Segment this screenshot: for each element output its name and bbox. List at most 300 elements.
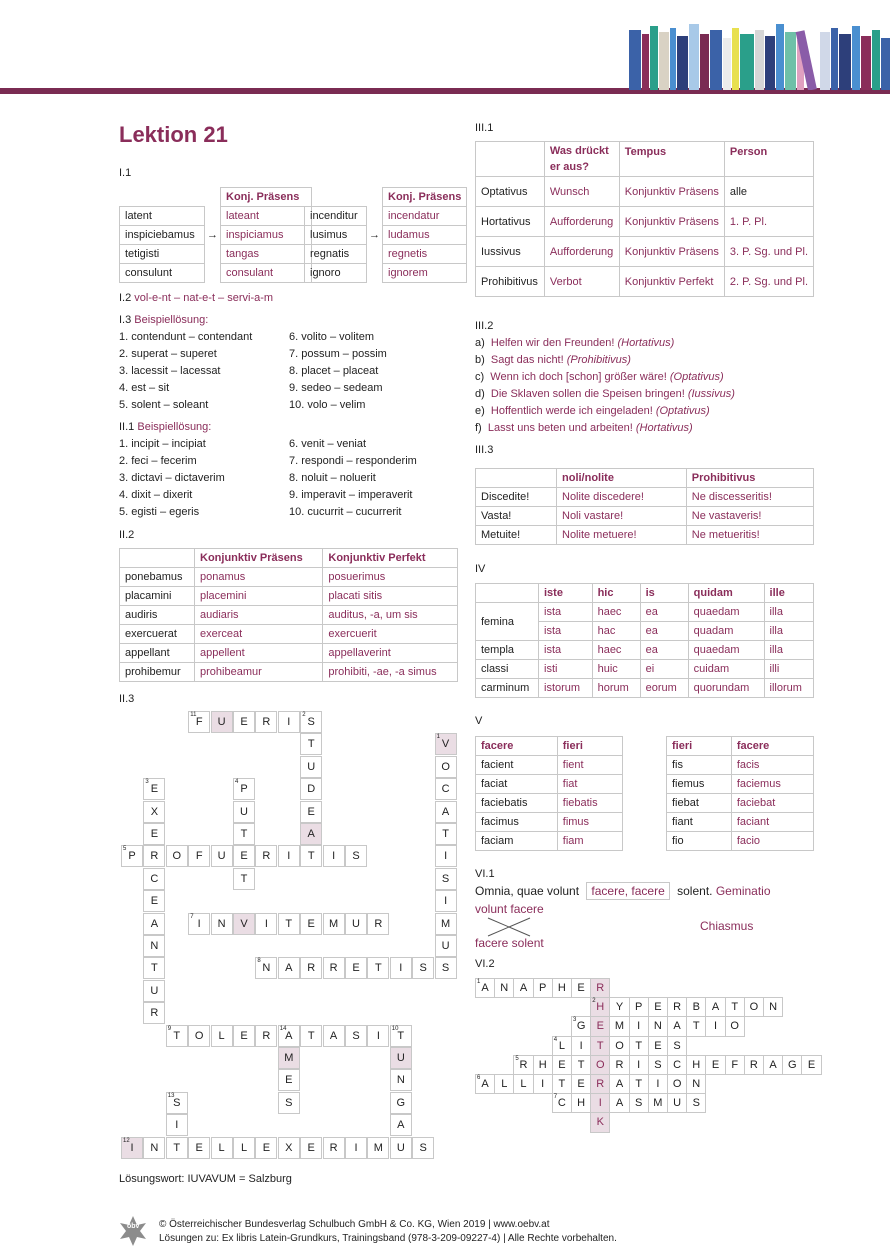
crossword-cell bbox=[233, 913, 255, 935]
crossword-cell bbox=[278, 845, 300, 867]
crossword-letter: R bbox=[262, 1029, 271, 1042]
vi2-letter: O bbox=[730, 1020, 739, 1033]
section-label-i1: I.1 bbox=[119, 167, 132, 179]
crossword-cell bbox=[233, 845, 255, 867]
vi2-cell bbox=[494, 1074, 514, 1094]
vi2-cell bbox=[571, 1093, 591, 1113]
vi2-letter: L bbox=[558, 1039, 565, 1052]
vi2-letter: R bbox=[596, 982, 605, 994]
section-i2: I.2 vol-e-nt – nat-e-t – servi-a-m bbox=[119, 292, 274, 304]
crossword-letter: T bbox=[307, 1029, 315, 1042]
crossword-letter: A bbox=[150, 917, 159, 930]
crossword-letter: R bbox=[262, 850, 271, 863]
crossword-letter: E bbox=[285, 1074, 293, 1087]
crossword-letter: S bbox=[441, 872, 450, 885]
crossword-clue-number: 10 bbox=[391, 1025, 399, 1032]
vi2-letter: R bbox=[519, 1058, 528, 1071]
vi2-letter: A bbox=[673, 1020, 681, 1033]
vi2-cell bbox=[590, 978, 610, 998]
crossword-cell bbox=[412, 957, 434, 979]
crossword-cell bbox=[300, 756, 322, 778]
crossword-letter: M bbox=[441, 917, 451, 930]
crossword-cell bbox=[255, 1137, 277, 1159]
crossword-cell bbox=[121, 1137, 143, 1159]
vi2-letter: H bbox=[557, 982, 566, 994]
crossword-letter: T bbox=[375, 962, 382, 975]
vi2-cell bbox=[686, 1055, 706, 1075]
vi2-letter: O bbox=[672, 1078, 682, 1090]
ii2-table: Konjunktiv Präsens Konjunktiv Perfekt ponebamus ponamus posuerimus placamini placemini placati sitis audiris audiaris auditus, -a, um sis exercuerat exerceat exercuerit appellant appellent appellaverint prohibemur prohibeamur prohibiti, -ae, -a simus bbox=[119, 548, 458, 682]
crossword-cell bbox=[390, 1114, 412, 1136]
crossword-cell bbox=[166, 1025, 188, 1047]
section-label-iii3: III.3 bbox=[475, 444, 494, 456]
crossword-letter: S bbox=[441, 962, 450, 975]
vi2-letter: P bbox=[539, 982, 547, 994]
vi2-cell bbox=[667, 1074, 687, 1094]
vi2-letter: N bbox=[769, 1001, 778, 1014]
crossword-letter: S bbox=[419, 1141, 427, 1154]
vi2-cell bbox=[590, 1093, 610, 1113]
vi2-cell bbox=[705, 997, 725, 1017]
vi2-cell bbox=[629, 997, 649, 1017]
crossword-cell bbox=[435, 868, 457, 890]
crossword-cell bbox=[390, 1025, 412, 1047]
crossword-clue-number: 7 bbox=[190, 913, 194, 920]
section-label-iii1: III.1 bbox=[475, 122, 494, 134]
crossword-letter: E bbox=[240, 1029, 248, 1042]
crossword-letter: E bbox=[150, 895, 159, 908]
crossword-letter: A bbox=[285, 962, 293, 975]
crossword-clue-number: 11 bbox=[190, 712, 197, 718]
crossword-cell bbox=[255, 845, 277, 867]
vi2-cell bbox=[609, 1016, 629, 1036]
vi2-letter: I bbox=[713, 1020, 718, 1033]
vi2-cell bbox=[571, 1055, 591, 1075]
vi2-cell bbox=[648, 997, 668, 1017]
vi2-letter: R bbox=[673, 1001, 682, 1014]
crossword-cell bbox=[166, 1092, 188, 1114]
vi2-cell bbox=[494, 978, 514, 998]
crossword-cell bbox=[211, 1137, 233, 1159]
crossword-cell bbox=[323, 957, 345, 979]
vi2-letter: A bbox=[615, 1078, 624, 1090]
vi2-letter: S bbox=[654, 1058, 662, 1071]
vi2-clue-number: 5 bbox=[515, 1055, 519, 1062]
vi2-letter: T bbox=[731, 1001, 739, 1014]
crossword-letter: R bbox=[329, 1141, 338, 1154]
ii1-col1: 1. incipit – incipiat 2. feci – fecerim 3. dictavi – dictaverim 4. dixit – dixerit 5. egisti – egeris bbox=[119, 438, 225, 518]
crossword-letter: E bbox=[307, 805, 315, 818]
iii2-list: a) Helfen wir den Freunden! (Hortativus) b) Sagt das nicht! (Prohibitivus) c) Wenn ich doch [schon] größer wäre! (Optativus) d) Die Sklaven sollen die Speisen bringen! (Iussivus) e) Hoffentlich werde ich eingeladen! (Optativus) f) Lasst uns beten und arbeiten! (Hortativus) bbox=[475, 337, 735, 434]
crossword-cell bbox=[300, 1137, 322, 1159]
crossword-letter: R bbox=[262, 716, 271, 728]
crossword-clue-number: 13 bbox=[167, 1092, 175, 1099]
section-label-ii2: II.2 bbox=[119, 529, 135, 541]
crossword-cell bbox=[300, 778, 322, 800]
vi2-letter: H bbox=[692, 1058, 701, 1071]
crossword-letter: N bbox=[150, 1141, 159, 1154]
crossword-letter: X bbox=[150, 805, 159, 818]
section-ii1: II.1 Beispiellösung: bbox=[119, 421, 212, 433]
vi2-cell bbox=[629, 1074, 649, 1094]
crossword-cell bbox=[233, 823, 255, 845]
crossword-letter: R bbox=[150, 850, 159, 863]
vi2-letter: G bbox=[788, 1058, 797, 1071]
vi2-cell bbox=[629, 1055, 649, 1075]
vi1-answer-box: facere, facere bbox=[586, 882, 669, 900]
crossword-cell bbox=[255, 913, 277, 935]
crossword-cell bbox=[390, 1092, 412, 1114]
vi2-cell bbox=[648, 1093, 668, 1113]
crossword-letter: T bbox=[442, 828, 449, 840]
vi2-letter: E bbox=[577, 982, 585, 994]
vi2-cell bbox=[513, 1055, 533, 1075]
vi2-cell bbox=[609, 1093, 629, 1113]
vi2-cell bbox=[744, 997, 764, 1017]
vi2-cell bbox=[648, 1016, 668, 1036]
page-title: Lektion 21 bbox=[119, 122, 228, 147]
crossword-letter: X bbox=[285, 1141, 293, 1154]
vi2-cell bbox=[513, 1074, 533, 1094]
crossword-letter: R bbox=[374, 917, 383, 930]
crossword-letter: R bbox=[150, 1007, 159, 1020]
vi2-cell bbox=[667, 997, 687, 1017]
v-right-table: fieri facere fis facis fiemus faciemus fiebat faciebat fiant faciant fio facio bbox=[666, 736, 814, 851]
vi2-cell bbox=[609, 1036, 629, 1056]
crossword-letter: U bbox=[352, 917, 360, 930]
crossword-cell bbox=[435, 733, 457, 755]
vi2-cell bbox=[725, 1016, 745, 1036]
vi2-cell bbox=[552, 1093, 572, 1113]
crossword-cell bbox=[300, 711, 322, 733]
crossword-letter: U bbox=[307, 760, 316, 773]
crossword-clue-number: 4 bbox=[235, 779, 239, 786]
crossword-cell bbox=[143, 845, 165, 867]
vi2-letter: I bbox=[637, 1020, 641, 1033]
crossword-cell bbox=[143, 1002, 165, 1024]
crossword-letter: T bbox=[240, 872, 248, 885]
section-label-iii2: III.2 bbox=[475, 320, 494, 332]
vi2-cell bbox=[782, 1055, 802, 1075]
crossword-cell bbox=[143, 801, 165, 823]
vi2-clue-number: 2 bbox=[592, 998, 596, 1005]
crossword-letter: C bbox=[150, 872, 159, 885]
vi2-letter: M bbox=[614, 1020, 625, 1033]
section-label-iv: IV bbox=[475, 563, 486, 575]
crossword-letter: T bbox=[240, 828, 248, 840]
crossword-letter: T bbox=[151, 962, 158, 975]
crossword-cell bbox=[233, 778, 255, 800]
vi2-cell bbox=[533, 1055, 553, 1075]
crossword-cell bbox=[143, 868, 165, 890]
crossword-letter: A bbox=[285, 1029, 293, 1042]
vi2-letter: R bbox=[749, 1058, 758, 1071]
vi2-letter: R bbox=[596, 1078, 605, 1090]
crossword-cell bbox=[143, 935, 165, 957]
vi2-cell bbox=[552, 978, 572, 998]
vi2-cell bbox=[648, 1074, 668, 1094]
crossword-cell bbox=[300, 845, 322, 867]
section-label-ii3: II.3 bbox=[119, 693, 135, 705]
vi2-cell bbox=[667, 1093, 687, 1113]
crossword-cell bbox=[390, 1047, 412, 1069]
vi2-letter: Y bbox=[615, 1001, 624, 1014]
oebv-logo-text: öbv bbox=[127, 1223, 140, 1230]
vi2-letter: I bbox=[541, 1078, 545, 1090]
crossword-cell bbox=[412, 1137, 434, 1159]
crossword-letter: M bbox=[373, 1141, 383, 1154]
vi2-cell bbox=[590, 1036, 610, 1056]
crossword-cell bbox=[255, 711, 277, 733]
vi2-cell bbox=[744, 1055, 764, 1075]
vi2-letter: H bbox=[596, 1001, 605, 1014]
crossword-cell bbox=[345, 957, 367, 979]
vi1-chiasmus: Chiasmus bbox=[700, 919, 754, 933]
crossword-letter: I bbox=[197, 917, 201, 930]
crossword-letter: L bbox=[218, 1029, 225, 1042]
crossword-cell bbox=[278, 1137, 300, 1159]
iv-table: iste hic is quidam ille femina ista haec ea quaedam illa ista hac ea quadam illa templa ista haec ea quaedam illa classi isti huic ei cuidam illi carminum istorum horum eorum quorundam illorum bbox=[475, 583, 814, 698]
crossword-letter: S bbox=[285, 1096, 293, 1109]
crossword-letter: V bbox=[240, 917, 248, 930]
vi2-letter: U bbox=[673, 1097, 682, 1110]
section-label-vi2: VI.2 bbox=[475, 958, 495, 970]
crossword-letter: U bbox=[150, 984, 159, 997]
crossword-letter: A bbox=[329, 1029, 338, 1042]
crossword-cell bbox=[278, 1025, 300, 1047]
crossword-cell bbox=[211, 913, 233, 935]
vi2-cell bbox=[686, 1016, 706, 1036]
vi2-letter: N bbox=[500, 982, 509, 994]
crossword-letter: D bbox=[307, 783, 316, 796]
vi2-letter: A bbox=[769, 1058, 777, 1071]
crossword-letter: I bbox=[287, 850, 291, 863]
crossword-letter: U bbox=[240, 805, 248, 818]
crossword-cell bbox=[278, 1069, 300, 1091]
vi2-cell bbox=[763, 1055, 783, 1075]
vi1-sentence: Omnia, quae volunt facere, facere solent. Geminatio bbox=[475, 884, 771, 898]
crossword-cell bbox=[143, 913, 165, 935]
vi1-cross-lines bbox=[486, 916, 532, 938]
footer-line2: Lösungen zu: Ex libris Latein-Grundkurs, Trainingsband (978-3-209-09227-4) | Alle Rechte vorbehalten. bbox=[159, 1233, 617, 1244]
vi2-cell bbox=[475, 1074, 495, 1094]
crossword-letter: T bbox=[397, 1029, 405, 1042]
crossword-letter: R bbox=[329, 962, 338, 975]
crossword-cell bbox=[255, 957, 277, 979]
vi2-cell bbox=[648, 1036, 668, 1056]
vi2-letter: S bbox=[692, 1097, 700, 1110]
crossword-letter: F bbox=[195, 716, 203, 728]
crossword-cell bbox=[143, 980, 165, 1002]
vi2-letter: O bbox=[596, 1058, 605, 1071]
crossword-clue-number: 8 bbox=[257, 958, 261, 965]
vi2-clue-number: 7 bbox=[553, 1094, 558, 1101]
i3-col2: 6. volito – volitem 7. possum – possim 8. placet – placeat 9. sedeo – sedeam 10. volo – velim bbox=[289, 331, 387, 411]
crossword-letter: U bbox=[441, 940, 450, 952]
vi2-cell bbox=[590, 1016, 610, 1036]
crossword-letter: S bbox=[352, 1029, 360, 1042]
crossword-cell bbox=[188, 711, 210, 733]
crossword-letter: I bbox=[264, 917, 268, 930]
crossword-letter: I bbox=[399, 962, 403, 975]
vi2-cell bbox=[552, 1036, 572, 1056]
vi2-cell bbox=[725, 1055, 745, 1075]
crossword-cell bbox=[143, 957, 165, 979]
vi2-letter: O bbox=[749, 1001, 759, 1014]
vi2-letter: M bbox=[653, 1097, 663, 1110]
crossword-letter: E bbox=[307, 917, 315, 930]
vi2-clue-number: 6 bbox=[477, 1075, 481, 1081]
vi2-letter: H bbox=[538, 1058, 547, 1071]
crossword-solution: Lösungswort: IUVAVUM = Salzburg bbox=[119, 1173, 292, 1185]
crossword-letter: T bbox=[173, 1141, 181, 1154]
crossword-letter: U bbox=[396, 1052, 405, 1064]
crossword-letter: S bbox=[352, 850, 360, 863]
crossword-cell bbox=[345, 1025, 367, 1047]
oebv-logo bbox=[118, 1215, 148, 1247]
crossword-letter: S bbox=[173, 1096, 181, 1109]
crossword-letter: U bbox=[217, 850, 226, 863]
crossword-letter: E bbox=[352, 962, 360, 975]
i3-col1: 1. contendunt – contendant 2. superat – superet 3. lacessit – lacessat 4. est – sit 5. solent – soleant bbox=[119, 331, 253, 411]
crossword-letter: N bbox=[262, 962, 271, 975]
crossword-cell bbox=[188, 845, 210, 867]
crossword-letter: E bbox=[240, 850, 248, 863]
crossword-cell bbox=[278, 913, 300, 935]
vi2-letter: P bbox=[635, 1001, 643, 1014]
crossword-cell bbox=[233, 711, 255, 733]
crossword-letter: T bbox=[285, 917, 293, 930]
crossword-letter: E bbox=[262, 1141, 271, 1154]
vi2-letter: E bbox=[577, 1078, 585, 1090]
crossword-letter: A bbox=[397, 1119, 405, 1132]
vi2-letter: T bbox=[635, 1039, 643, 1052]
crossword-letter: A bbox=[441, 805, 450, 818]
vi2-letter: N bbox=[653, 1020, 662, 1033]
crossword-cell bbox=[233, 868, 255, 890]
crossword-letter: E bbox=[150, 783, 159, 796]
crossword-letter: N bbox=[217, 917, 226, 930]
i1-left-table: Konj. Präsens latent lateant inspiciebamus → inspiciamus tetigisti tangas consulunt consulant bbox=[119, 187, 312, 283]
vi2-letter: T bbox=[577, 1058, 585, 1071]
crossword-letter: S bbox=[419, 962, 427, 975]
vi2-letter: H bbox=[577, 1097, 586, 1110]
vi2-cell bbox=[801, 1055, 821, 1075]
vi2-cell bbox=[686, 1093, 706, 1113]
crossword-clue-number: 1 bbox=[436, 734, 440, 741]
crossword-cell bbox=[390, 1069, 412, 1091]
crossword-clue-number: 2 bbox=[302, 712, 306, 718]
vi2-clue-number: 3 bbox=[573, 1017, 577, 1024]
crossword-cell bbox=[345, 845, 367, 867]
crossword-cell bbox=[166, 1114, 188, 1136]
section-label-v: V bbox=[475, 715, 483, 727]
crossword-letter: M bbox=[284, 1052, 294, 1064]
crossword-clue-number: 12 bbox=[123, 1137, 130, 1144]
vi2-letter: T bbox=[635, 1078, 643, 1090]
vi2-cell bbox=[571, 978, 591, 998]
vi2-cell bbox=[667, 1016, 687, 1036]
vi2-letter: F bbox=[731, 1058, 739, 1071]
vi2-letter: A bbox=[481, 982, 489, 994]
vi2-cell bbox=[571, 1016, 591, 1036]
vi2-cell bbox=[629, 1036, 649, 1056]
crossword-cell bbox=[233, 801, 255, 823]
vi2-cell bbox=[571, 1074, 591, 1094]
crossword-cell bbox=[300, 1025, 322, 1047]
crossword-cell bbox=[390, 1137, 412, 1159]
vi2-letter: I bbox=[637, 1058, 641, 1071]
crossword-cell bbox=[188, 913, 210, 935]
crossword-letter: U bbox=[396, 1141, 405, 1154]
vi1-facere-solent: facere solent bbox=[475, 936, 544, 950]
crossword-letter: L bbox=[240, 1141, 248, 1154]
vi2-cell bbox=[648, 1055, 668, 1075]
crossword-letter: M bbox=[329, 917, 339, 930]
vi2-cell bbox=[629, 1093, 649, 1113]
vi2-letter: I bbox=[656, 1078, 660, 1090]
crossword-cell bbox=[367, 1025, 389, 1047]
vi2-letter: R bbox=[615, 1058, 624, 1071]
crossword-cell bbox=[278, 711, 300, 733]
vi2-cell bbox=[629, 1016, 649, 1036]
vi2-letter: T bbox=[692, 1020, 700, 1033]
vi2-clue-number: 4 bbox=[553, 1036, 558, 1043]
vi2-cell bbox=[667, 1055, 687, 1075]
vi2-letter: K bbox=[596, 1116, 604, 1129]
crossword-cell bbox=[390, 957, 412, 979]
vi2-letter: B bbox=[692, 1001, 700, 1014]
vi2-letter: C bbox=[557, 1097, 566, 1110]
crossword-cell bbox=[323, 1137, 345, 1159]
crossword-cell bbox=[255, 1025, 277, 1047]
crossword-letter: I bbox=[287, 716, 291, 728]
vi2-letter: E bbox=[654, 1039, 662, 1052]
vi1-volunt-facere: volunt facere bbox=[475, 902, 544, 916]
vi2-cell bbox=[609, 1055, 629, 1075]
vi2-clue-number: 1 bbox=[477, 979, 481, 985]
crossword-cell bbox=[323, 913, 345, 935]
crossword-letter: U bbox=[217, 716, 226, 728]
crossword-letter: E bbox=[240, 716, 248, 728]
crossword-cell bbox=[233, 1025, 255, 1047]
vi2-cell bbox=[552, 1074, 572, 1094]
crossword-cell bbox=[323, 1025, 345, 1047]
crossword-cell bbox=[367, 957, 389, 979]
crossword-letter: L bbox=[218, 1141, 225, 1154]
vi2-cell bbox=[705, 1016, 725, 1036]
crossword-cell bbox=[143, 823, 165, 845]
vi2-cell bbox=[571, 1036, 591, 1056]
crossword-letter: I bbox=[354, 1141, 358, 1154]
vi2-letter: I bbox=[598, 1097, 602, 1110]
crossword-cell bbox=[278, 957, 300, 979]
vi2-letter: C bbox=[673, 1058, 682, 1071]
crossword-cell bbox=[435, 890, 457, 912]
crossword-cell bbox=[345, 1137, 367, 1159]
ii1-col2: 6. venit – veniat 7. respondi – responderim 8. noluit – noluerit 9. imperavit – imperaverit 10. cucurrit – cucurrerit bbox=[289, 438, 417, 518]
crossword-letter: O bbox=[172, 850, 182, 863]
crossword-cell bbox=[323, 845, 345, 867]
crossword-letter: A bbox=[307, 828, 315, 840]
crossword-letter: I bbox=[130, 1141, 134, 1154]
crossword-cell bbox=[435, 935, 457, 957]
vi2-cell bbox=[686, 1074, 706, 1094]
crossword-cell bbox=[233, 1137, 255, 1159]
vi2-cell bbox=[609, 1074, 629, 1094]
crossword-letter: I bbox=[444, 895, 448, 908]
crossword-cell bbox=[300, 801, 322, 823]
